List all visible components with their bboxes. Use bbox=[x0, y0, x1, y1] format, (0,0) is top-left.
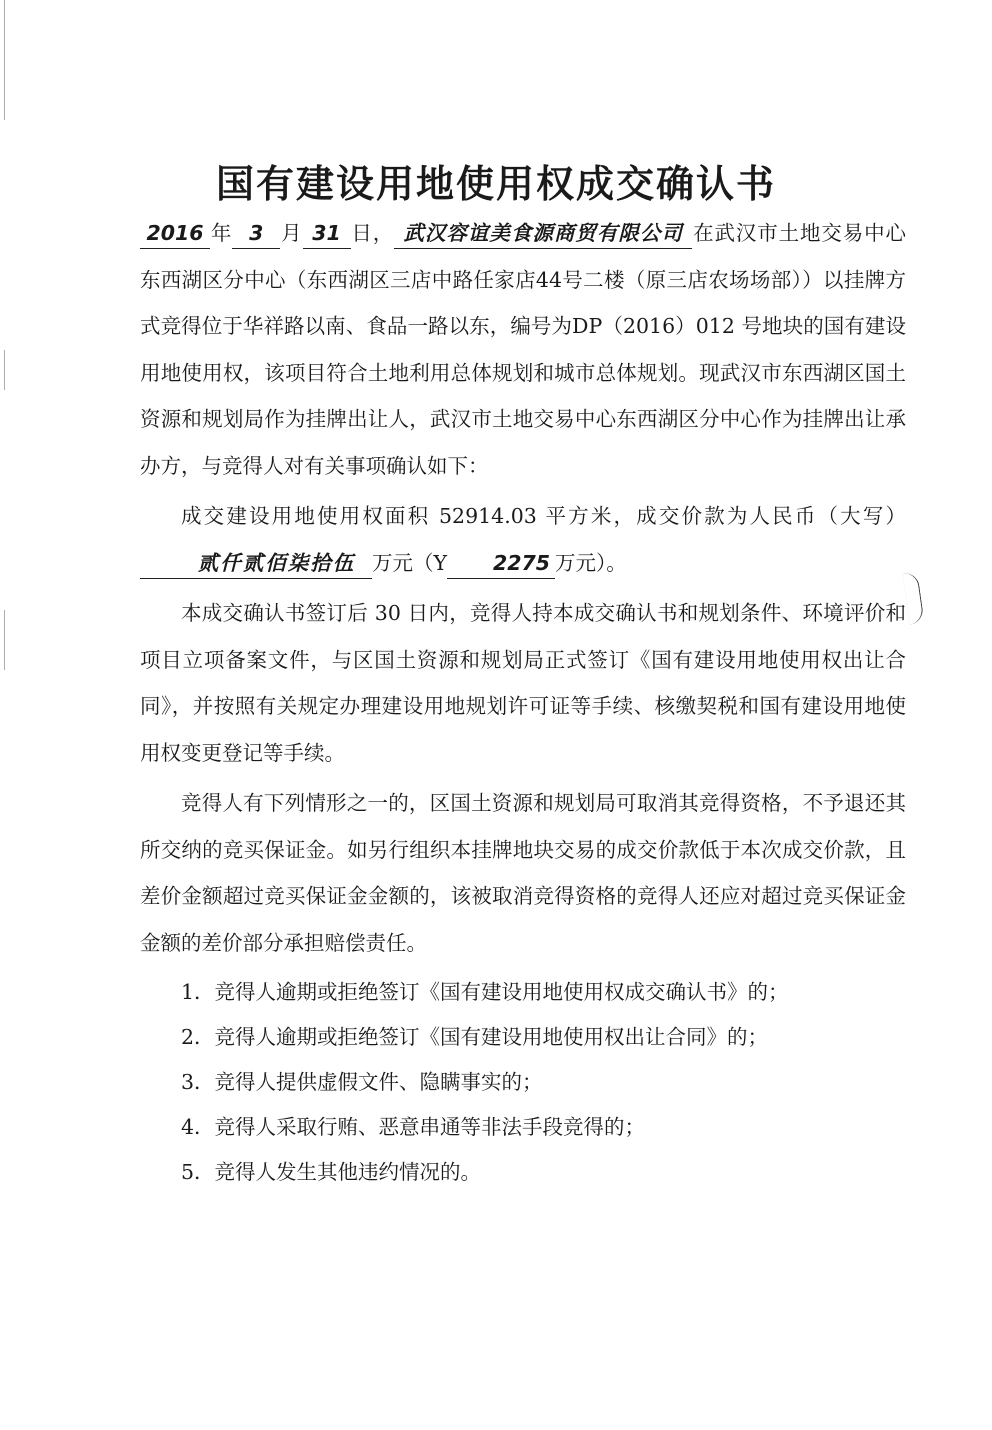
handwritten-amount-words: 贰仟贰佰柒拾伍 bbox=[140, 548, 372, 579]
condition-list bbox=[140, 970, 906, 1195]
paragraph-intro bbox=[140, 210, 906, 489]
handwritten-day: 31 bbox=[303, 218, 351, 249]
list-item: 5．竞得人发生其他违约情况的。 bbox=[181, 1160, 482, 1184]
document-body bbox=[140, 210, 906, 1195]
list-item: 2．竞得人逾期或拒绝签订《国有建设用地使用权出让合同》的； bbox=[181, 1025, 769, 1049]
day-unit: 日， bbox=[350, 221, 395, 245]
list-item: 1．竞得人逾期或拒绝签订《国有建设用地使用权成交确认书》的； bbox=[181, 980, 789, 1004]
year-unit: 年 bbox=[210, 221, 233, 245]
handwritten-buyer-name: 武汉容谊美食源商贸有限公司 bbox=[394, 218, 692, 249]
paragraph-intro-text: 在武汉市土地交易中心东西湖区分中心（东西湖区三店中路任家店44号二楼（原三店农场场部））以挂牌方式竞得位于华祥路以南、食品一路以东，编号为DP（2016）012 号地块的国有建设用地使用权，该项目符合土地利用总体规划和城市总体规划。现武汉市东西湖区国土资源和规划局作为挂牌出让人，武汉市土地交易中心东西湖区分中心作为挂牌出让承办方，与竞得人对有关事项确认如下： bbox=[140, 221, 907, 478]
price-text-c: 万元）。 bbox=[555, 550, 627, 575]
scan-edge-line bbox=[4, 610, 5, 1430]
paragraph-penalty: 竞得人有下列情形之一的，区国土资源和规划局可取消其竞得资格，不予退还其所交纳的竞买保证金。如另行组织本挂牌地块交易的成交价款低于本次成交价款，且差价金额超过竞买保证金金额的，该被取消竞得资格的竞得人还应对超过竞买保证金金额的差价部分承担赔偿责任。 bbox=[140, 791, 906, 955]
price-text-a: 成交建设用地使用权面积 52914.03 平方米，成交价款为人民币（大写） bbox=[181, 504, 906, 528]
paragraph-price bbox=[140, 493, 906, 586]
handwritten-year: 2016 bbox=[140, 218, 210, 249]
document-title: 国有建设用地使用权成交确认书 bbox=[215, 162, 776, 207]
price-text-b: 万元（Y bbox=[372, 550, 448, 575]
handwritten-month: 3 bbox=[232, 218, 280, 249]
handwritten-amount-number: 2275 bbox=[447, 548, 555, 579]
list-item: 4．竞得人采取行贿、恶意串通等非法手段竞得的； bbox=[181, 1115, 646, 1139]
paragraph-contract: 本成交确认书签订后 30 日内，竞得人持本成交确认书和规划条件、环境评价和项目立项备案文件，与区国土资源和规划局正式签订《国有建设用地使用权出让合同》，并按照有关规定办理建设用地规划许可证等手续、核缴契税和国有建设用地使用权变更登记等手续。 bbox=[140, 601, 906, 765]
list-item: 3．竞得人提供虚假文件、隐瞒事实的； bbox=[181, 1070, 543, 1094]
month-unit: 月 bbox=[280, 221, 303, 245]
